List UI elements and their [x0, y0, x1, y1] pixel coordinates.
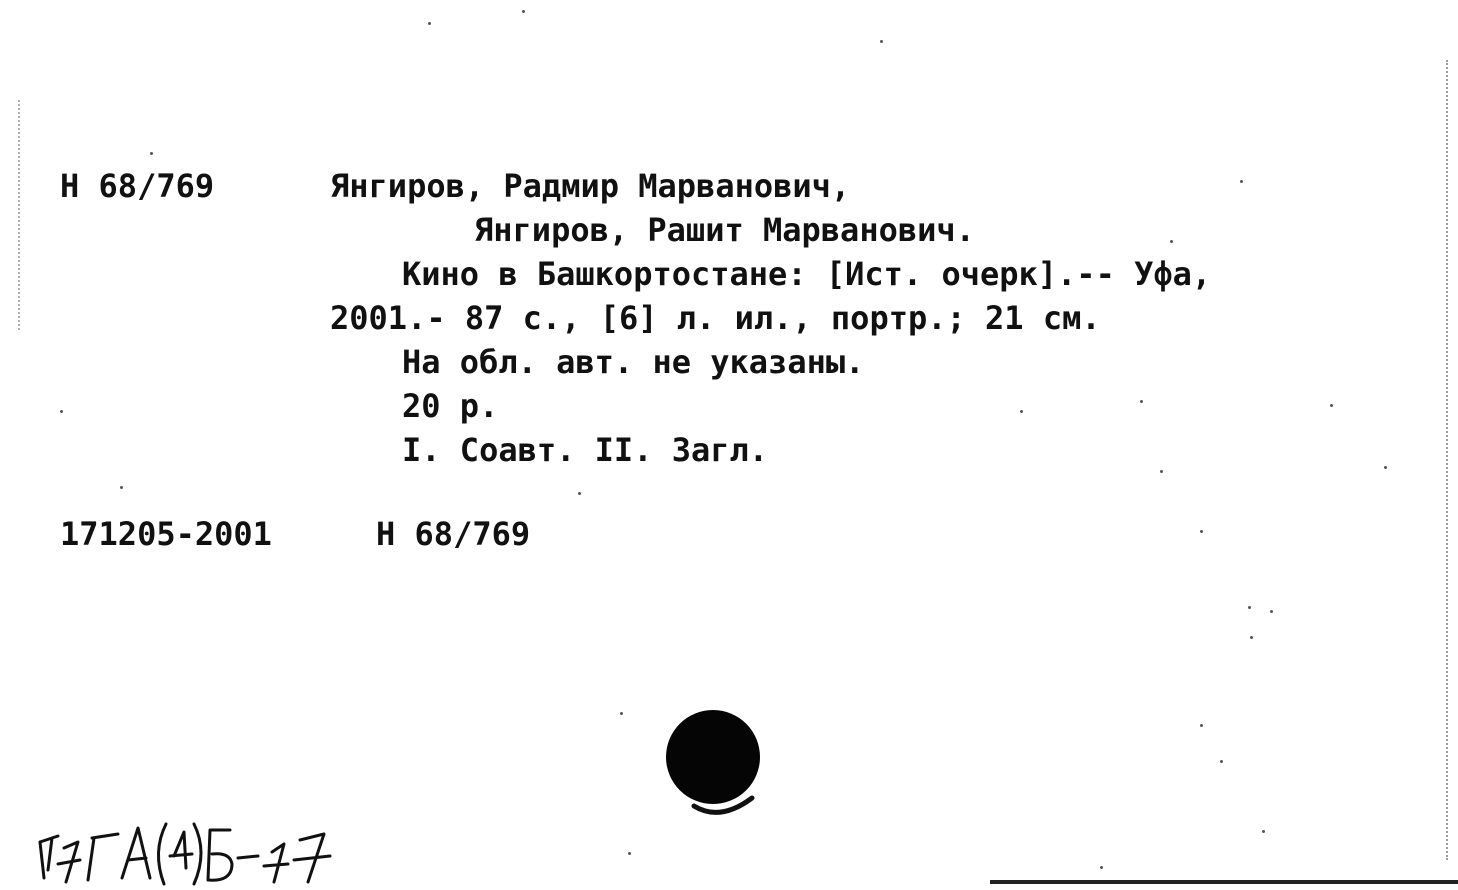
secondary-author: Янгиров, Рашит Марванович.: [474, 211, 975, 249]
primary-author: Янгиров, Радмир Марванович,: [330, 167, 851, 205]
handwritten-classification-code: [34, 808, 364, 886]
card-left-edge: [18, 100, 20, 330]
title-statement: Кино в Башкортостане: [Ист. очерк].-- Уфа,: [402, 255, 1212, 293]
accession-shelf-mark: Н 68/769: [376, 515, 531, 553]
accession-number: 171205-2001: [60, 515, 272, 553]
punch-hole-tear-icon: [690, 790, 760, 820]
price: 20 р.: [402, 387, 499, 425]
shelf-mark: Н 68/769: [60, 167, 215, 205]
card-right-edge: [1446, 60, 1448, 860]
cover-note: На обл. авт. не указаны.: [402, 343, 865, 381]
card-bottom-edge: [990, 880, 1458, 884]
imprint-statement: 2001.- 87 с., [6] л. ил., портр.; 21 см.: [330, 299, 1101, 337]
tracings: I. Соавт. II. Загл.: [402, 431, 769, 469]
